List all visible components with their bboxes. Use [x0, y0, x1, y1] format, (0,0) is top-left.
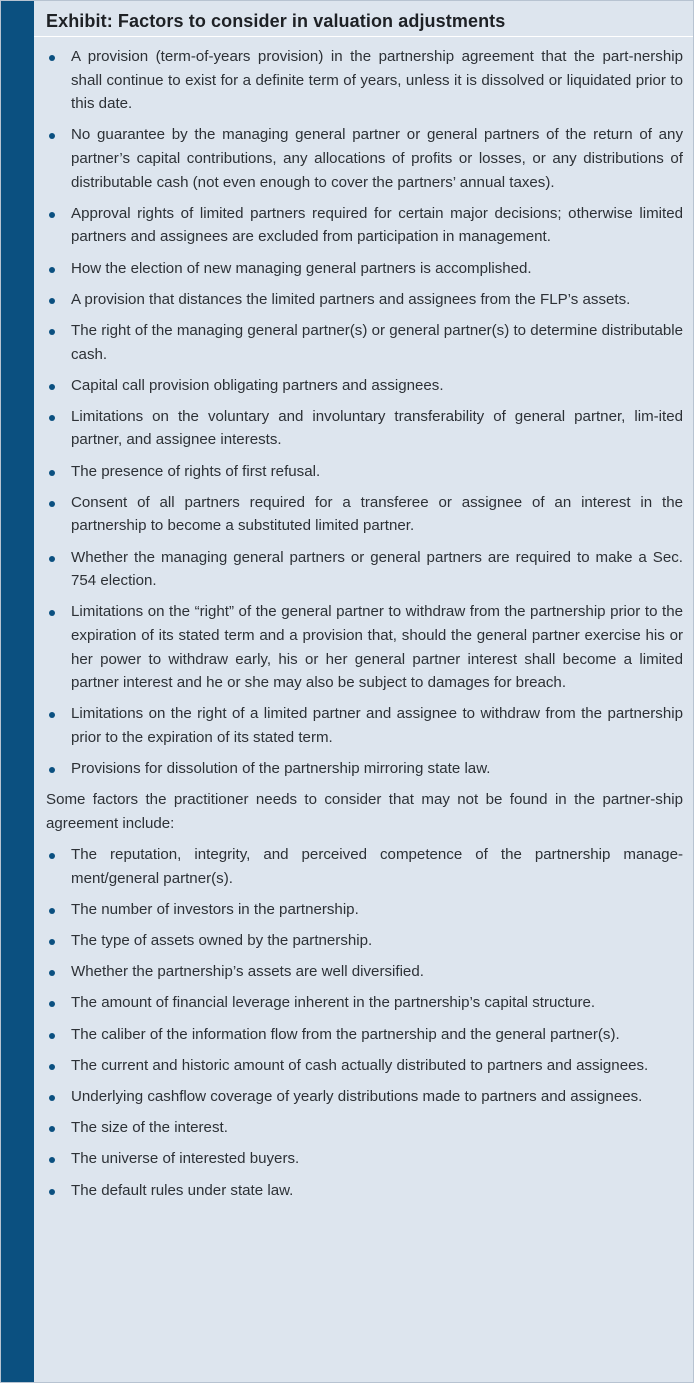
- bullet-icon: [49, 853, 55, 859]
- list-item: [46, 374, 683, 398]
- list-item-text: A provision that distances the limited partners and assignees from the FLP’s assets.: [71, 290, 631, 308]
- list-item: [46, 843, 683, 890]
- bullet-icon: [49, 556, 55, 562]
- list-item: [46, 460, 683, 484]
- list-item: [46, 702, 683, 749]
- list-item: [46, 929, 683, 953]
- list-item: [46, 491, 683, 538]
- bullet-icon: [49, 1064, 55, 1070]
- list-item: [46, 600, 683, 694]
- list-item-text: Limitations on the voluntary and involuntary transferability of general partner, lim-ited partner, and assignee interests.: [71, 407, 683, 449]
- bullet-icon: [49, 1157, 55, 1163]
- accent-side-bar: [1, 1, 34, 1382]
- list-item-text: The universe of interested buyers.: [71, 1150, 300, 1168]
- list-item-text: Approval rights of limited partners required for certain major decisions; otherwise limited partners and assignees are excluded from participation in management.: [71, 204, 683, 246]
- list-item-text: The amount of financial leverage inherent in the partnership’s capital structure.: [71, 994, 596, 1012]
- list-item-text: The number of investors in the partnership.: [71, 900, 359, 918]
- list-item-text: The size of the interest.: [71, 1119, 228, 1137]
- bullet-icon: [49, 1001, 55, 1007]
- list-item-text: The caliber of the information flow from the partnership and the general partner(s).: [71, 1025, 620, 1043]
- bullet-icon: [49, 908, 55, 914]
- list-item: [46, 546, 683, 593]
- list-item-text: The right of the managing general partner(s) or general partner(s) to determine distributable cash.: [71, 321, 683, 363]
- other-factors-list: [46, 843, 683, 1202]
- exhibit-content: [34, 1, 693, 1382]
- list-item: [46, 1023, 683, 1047]
- bullet-icon: [49, 610, 55, 616]
- bullet-icon: [49, 298, 55, 304]
- bullet-icon: [49, 470, 55, 476]
- other-factors-intro: Some factors the practitioner needs to consider that may not be found in the partner-ship agreement include:: [46, 791, 683, 832]
- bullet-icon: [49, 1189, 55, 1195]
- list-item-text: No guarantee by the managing general partner or general partners of the return of any partner’s capital contributions, any allocations of profits or losses, or any distributions of distributable cash (not even enough to cover the partners’ annual taxes).: [71, 126, 683, 191]
- list-item: [46, 405, 683, 452]
- bullet-icon: [49, 384, 55, 390]
- title-divider: [34, 36, 693, 37]
- list-item: [46, 45, 683, 116]
- list-item: [46, 1085, 683, 1109]
- list-item: [46, 1116, 683, 1140]
- bullet-icon: [49, 939, 55, 945]
- list-item: [46, 202, 683, 249]
- list-item-text: The default rules under state law.: [71, 1181, 294, 1199]
- list-item: [46, 757, 683, 781]
- list-item-text: Capital call provision obligating partners and assignees.: [71, 376, 444, 394]
- list-item-text: Underlying cashflow coverage of yearly distributions made to partners and assignees.: [71, 1088, 643, 1106]
- bullet-icon: [49, 267, 55, 273]
- bullet-icon: [49, 133, 55, 139]
- list-item: [46, 1147, 683, 1171]
- list-item-text: The reputation, integrity, and perceived competence of the partnership manage-ment/general partner(s).: [71, 846, 683, 887]
- list-item: [46, 898, 683, 922]
- bullet-icon: [49, 970, 55, 976]
- list-item-text: The type of assets owned by the partnership.: [71, 932, 373, 950]
- list-item-text: Limitations on the “right” of the general partner to withdraw from the partnership prior to the expiration of its stated term and a provision that, should the general partner exercise his or her power to withdraw early, his or her general partner interest shall become a limited partner interest and he or she may also be subject to damages for breach.: [71, 603, 683, 692]
- list-item-text: Provisions for dissolution of the partnership mirroring state law.: [71, 760, 491, 778]
- bullet-icon: [49, 212, 55, 218]
- bullet-icon: [49, 767, 55, 773]
- bullet-icon: [49, 1095, 55, 1101]
- list-item: [46, 1054, 683, 1078]
- bullet-icon: [49, 1033, 55, 1039]
- list-item: [46, 1179, 683, 1203]
- list-item: [46, 319, 683, 366]
- list-item: [46, 960, 683, 984]
- list-item-text: Consent of all partners required for a transferee or assignee of an interest in the partnership to become a substituted limited partner.: [71, 493, 683, 535]
- list-item-text: Whether the partnership’s assets are well diversified.: [71, 963, 424, 981]
- list-item-text: How the election of new managing general partners is accomplished.: [71, 259, 532, 277]
- list-item-text: Limitations on the right of a limited partner and assignee to withdraw from the partnership prior to the expiration of its stated term.: [71, 705, 683, 746]
- bullet-icon: [49, 1126, 55, 1132]
- bullet-icon: [49, 329, 55, 335]
- bullet-icon: [49, 501, 55, 507]
- list-item-text: A provision (term-of-years provision) in the partnership agreement that the part-nership shall continue to exist for a definite term of years, unless it is dissolved or liquidated prior to this date.: [71, 48, 683, 113]
- list-item: [46, 257, 683, 281]
- agreement-factors-list: [46, 45, 683, 781]
- list-item: [46, 123, 683, 194]
- exhibit-title: Exhibit: Factors to consider in valuation adjustments: [46, 11, 506, 31]
- bullet-icon: [49, 415, 55, 421]
- list-item-text: The presence of rights of first refusal.: [71, 462, 321, 480]
- bullet-icon: [49, 55, 55, 61]
- list-item: [46, 288, 683, 312]
- list-item: [46, 991, 683, 1015]
- list-item-text: Whether the managing general partners or general partners are required to make a Sec. 754 election.: [71, 548, 683, 590]
- list-item-text: The current and historic amount of cash actually distributed to partners and assignees.: [71, 1056, 649, 1074]
- bullet-icon: [49, 712, 55, 718]
